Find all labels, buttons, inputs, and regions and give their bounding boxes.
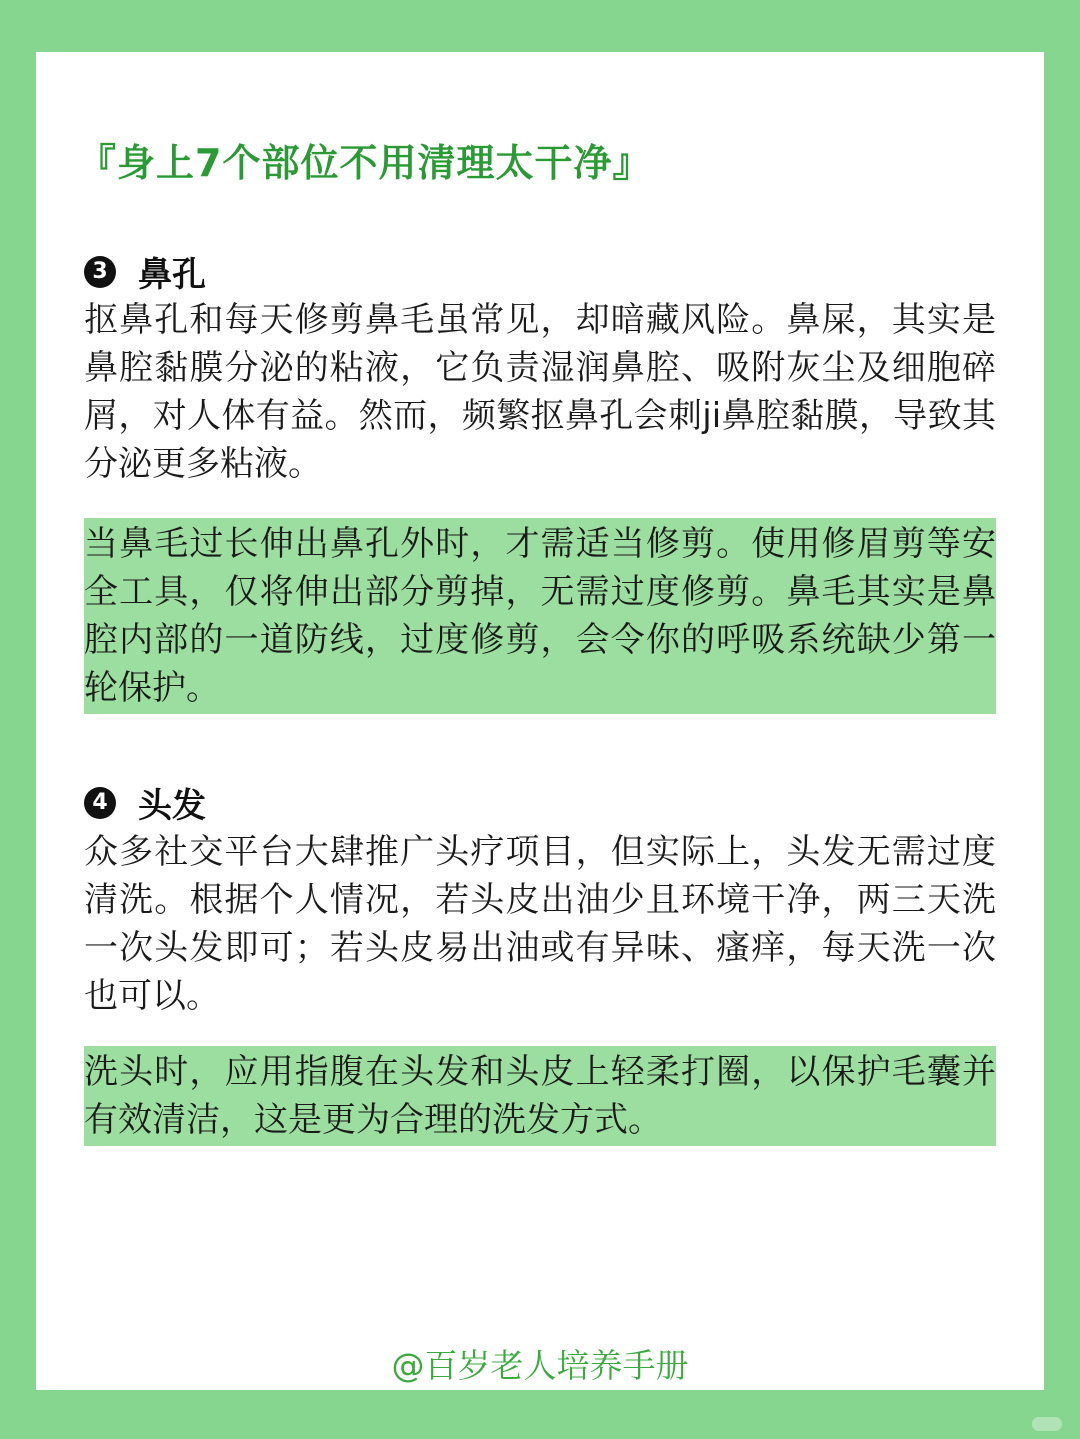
highlight-block	[84, 1046, 996, 1146]
highlight-text: 当鼻毛过长伸出鼻孔外时，才需适当修剪。使用修眉剪等安全工具，仅将伸出部分剪掉，无需过度修剪。鼻毛其实是鼻腔内部的一道防线，过度修剪，会令你的呼吸系统缺少第一轮保护。	[84, 524, 996, 708]
watermark-shape	[1032, 1417, 1062, 1431]
section-heading-hair	[84, 778, 206, 827]
number-3-icon: 3	[84, 256, 116, 288]
highlight-text: 洗头时，应用指腹在头发和头皮上轻柔打圈，以保护毛囊并有效清洁，这是更为合理的洗发方式。	[84, 1052, 996, 1140]
number-4-icon: 4	[84, 787, 116, 819]
highlight-block	[84, 518, 996, 714]
author-signature: @百岁老人培养手册	[391, 1346, 689, 1385]
section-body: 众多社交平台大肆推广头疗项目，但实际上，头发无需过度清洗。根据个人情况，若头皮出油少且环境干净，两三天洗一次头发即可；若头皮易出油或有异味、瘙痒，每天洗一次也可以。	[84, 832, 996, 1016]
page-title: 『身上7个部位不用清理太干净』	[78, 141, 652, 185]
section-title: 头发	[138, 786, 206, 826]
section-body: 抠鼻孔和每天修剪鼻毛虽常见，却暗藏风险。鼻屎，其实是鼻腔黏膜分泌的粘液，它负责湿润鼻腔、吸附灰尘及细胞碎屑，对人体有益。然而，频繁抠鼻孔会刺ji鼻腔黏膜，导致其分泌更多粘液。	[84, 300, 996, 484]
section-title: 鼻孔	[138, 255, 206, 295]
section-heading-nostril	[84, 247, 206, 296]
content-card	[36, 52, 1044, 1390]
